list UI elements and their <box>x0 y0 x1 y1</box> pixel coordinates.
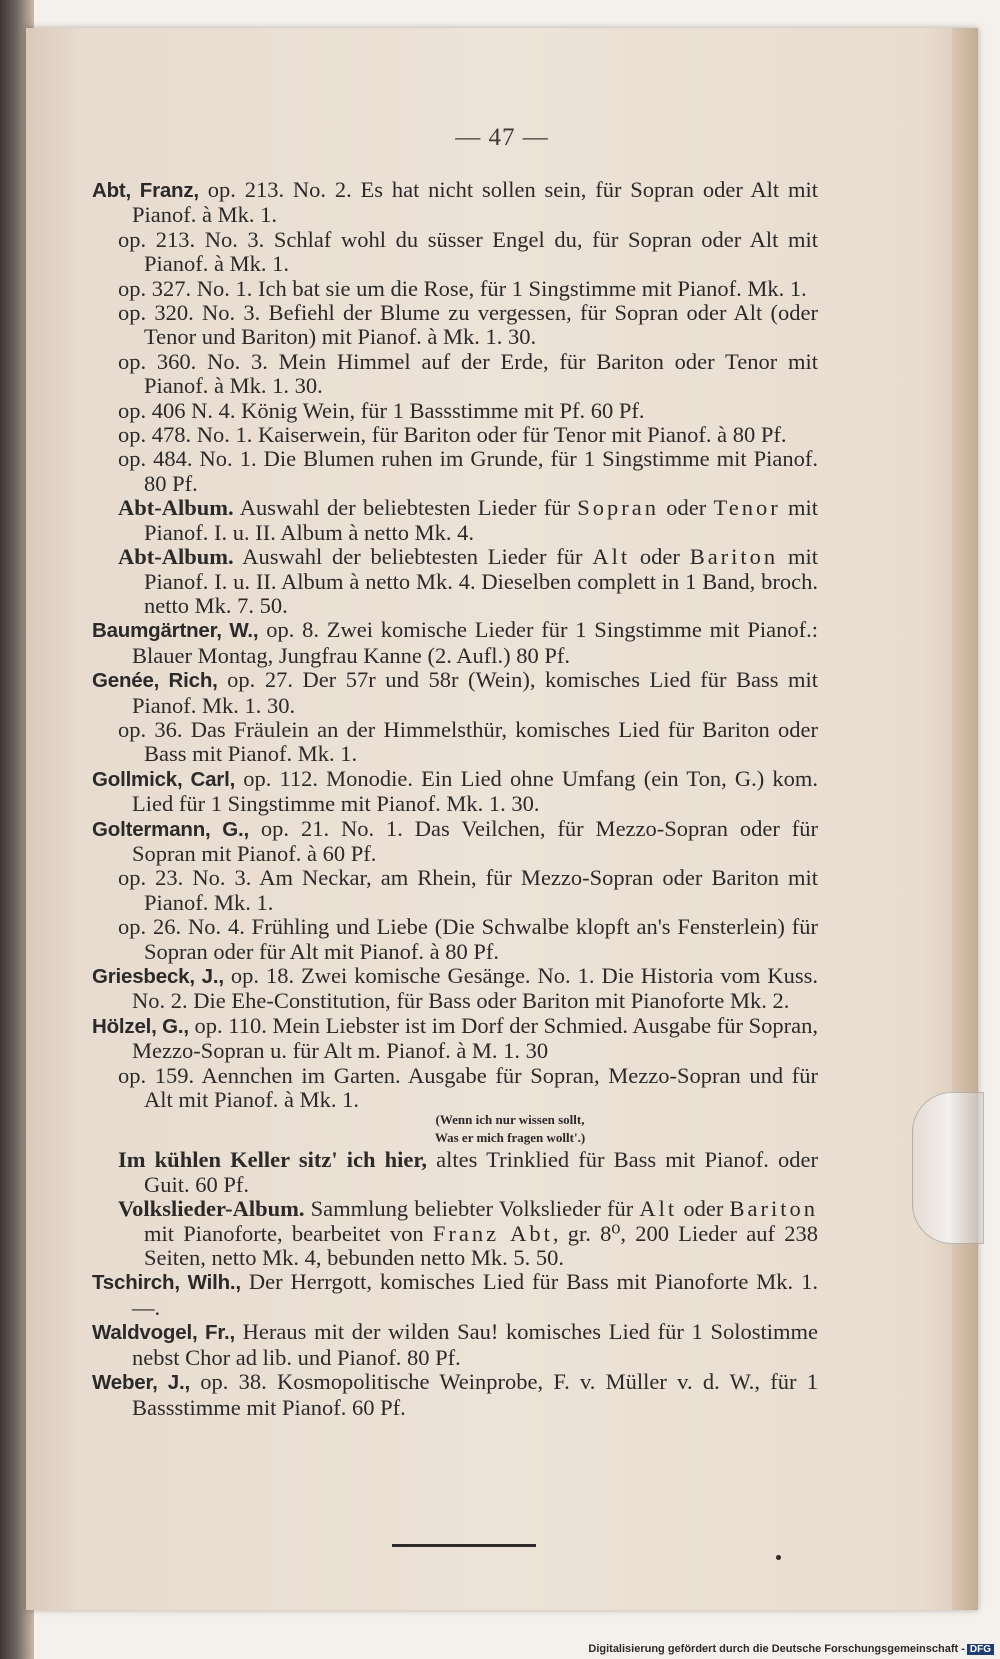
entry-text: mit Pianof. I. u. II. Album à netto Mk. 4. Dieselben complett in 1 Band, broch. netto Mk. 7. 50. <box>144 544 818 618</box>
ink-speck <box>776 1555 781 1560</box>
catalog-entry <box>92 301 818 350</box>
voice-spaced: Sopran <box>577 495 659 521</box>
entry-text: op. 484. No. 1. Die Blumen ruhen im Grunde, für 1 Singstimme mit Pianof. 80 Pf. <box>118 446 818 496</box>
catalog-entry <box>92 1014 818 1064</box>
entry-text: op. 18. Zwei komische Gesänge. No. 1. Die Historia vom Kuss. No. 2. Die Ehe-Constitution, für Bass oder Bariton mit Pianoforte Mk. 2. <box>132 963 819 1014</box>
album-title: Abt-Album. <box>118 495 234 521</box>
catalog-entry <box>92 964 818 1014</box>
entry-text: Der Herrgott, komisches Lied für Bass mit Pianoforte Mk. 1. —. <box>132 1269 818 1320</box>
scan-clip <box>912 1092 984 1244</box>
entry-text: op. 27. Der 57r und 58r (Wein), komisches Lied für Bass mit Pianof. Mk. 1. 30. <box>132 667 818 718</box>
catalog-entry <box>92 399 818 423</box>
entry-text: Auswahl der beliebtesten Lieder für <box>233 544 593 570</box>
catalog-entry <box>92 350 818 399</box>
voice-spaced: Bariton <box>689 544 779 570</box>
entry-text: op. 23. No. 3. Am Neckar, am Rhein, für Mezzo-Sopran oder Bariton mit Pianof. Mk. 1. <box>118 865 818 915</box>
entry-text: altes Trinklied für Bass mit Pianof. oder Guit. 60 Pf. <box>144 1147 818 1197</box>
catalog-entry <box>92 1148 818 1197</box>
entry-text: Sammlung beliebter Volkslieder für <box>304 1196 640 1222</box>
composer-name: Griesbeck, J., <box>92 965 224 988</box>
catalog-entry <box>92 447 818 496</box>
catalog-entry <box>92 618 818 668</box>
composer-name: Goltermann, G., <box>92 817 250 841</box>
entry-text: op. 26. No. 4. Frühling und Liebe (Die Schwalbe klopft an's Fensterlein) für Sopran oder für Alt mit Pianof. à 80 Pf. <box>118 914 818 964</box>
catalog-entry <box>92 423 818 447</box>
entry-text: op. 8. Zwei komische Lieder für 1 Singstimme mit Pianof.: Blauer Montag, Jungfrau Kanne (2. Aufl.) 80 Pf. <box>132 617 819 668</box>
catalog-entry <box>92 767 818 817</box>
entry-text: op. 478. No. 1. Kaiserwein, für Bariton oder für Tenor mit Pianof. à 80 Pf. <box>118 422 787 448</box>
entry-text: op. 21. No. 1. Das Veilchen, für Mezzo-Sopran oder für Sopran mit Pianof. à 60 Pf. <box>132 815 819 866</box>
note-line: (Wenn ich nur wissen sollt, <box>435 1112 585 1128</box>
catalog-entry <box>92 1064 818 1113</box>
composer-name: Tschirch, Wilh., <box>92 1271 241 1295</box>
voice-spaced: Alt <box>639 1196 678 1222</box>
entry-text: oder <box>677 1196 730 1222</box>
composer-name: Genée, Rich, <box>92 669 218 693</box>
catalog-entry <box>92 496 818 545</box>
editor-spaced: Franz Abt <box>432 1220 553 1246</box>
entry-text: Auswahl der beliebtesten Lieder für <box>233 495 578 521</box>
voice-spaced: Tenor <box>713 495 781 521</box>
entry-text: op. 112. Monodie. Ein Lied ohne Umfang (ein Ton, G.) kom. Lied für 1 Singstimme mit Pianof. Mk. 1. 30. <box>132 765 818 817</box>
catalog-entry <box>92 277 818 301</box>
entry-text: op. 320. No. 3. Befiehl der Blume zu vergessen, für Sopran oder Alt (oder Tenor und Bariton) mit Pianof. à Mk. 1. 30. <box>118 300 818 350</box>
composer-name: Weber, J., <box>92 1371 190 1395</box>
digitization-footer <box>588 1643 994 1655</box>
entry-text: op. 159. Aennchen im Garten. Ausgabe für Sopran, Mezzo-Sopran und für Alt mit Pianof. à Mk. 1. <box>118 1062 818 1113</box>
entry-text: oder <box>659 495 714 521</box>
catalog-entry <box>92 866 818 915</box>
entry-text: op. 213. No. 2. Es hat nicht sollen sein, für Sopran oder Alt mit Pianof. à Mk. 1. <box>132 177 819 228</box>
entry-text: Heraus mit der wilden Sau! komisches Lied für 1 Solostimme nebst Chor ad lib. und Pianof. 80 Pf. <box>132 1319 818 1370</box>
catalog-entry <box>92 817 818 867</box>
composer-name: Abt, Franz, <box>92 179 199 202</box>
catalog-entries <box>92 178 818 1420</box>
catalog-entry <box>92 228 818 277</box>
note-line: Was er mich fragen wollt'.) <box>434 1130 586 1146</box>
page-edge <box>952 28 978 1610</box>
end-rule <box>392 1544 536 1547</box>
entry-text: op. 36. Das Fräulein an der Himmelsthür, komisches Lied für Bariton oder Bass mit Pianof. Mk. 1. <box>118 716 818 767</box>
entry-text: op. 327. No. 1. Ich bat sie um die Rose, für 1 Singstimme mit Pianof. Mk. 1. <box>118 275 807 301</box>
entry-text: , gr. 8⁰, 200 Lieder auf 238 Seiten, netto Mk. 4, bebunden netto Mk. 5. 50. <box>144 1220 818 1271</box>
catalog-entry <box>92 668 818 718</box>
composer-name: Hölzel, G., <box>92 1014 189 1038</box>
composer-name: Waldvogel, Fr., <box>92 1321 235 1345</box>
entry-text: op. 360. No. 3. Mein Himmel auf der Erde, für Bariton oder Tenor mit Pianof. à Mk. 1. 30. <box>118 348 818 399</box>
catalog-entry <box>92 1197 818 1270</box>
voice-spaced: Alt <box>592 544 631 570</box>
entry-text: op. 406 N. 4. König Wein, für 1 Bassstimme mit Pf. 60 Pf. <box>118 397 645 423</box>
catalog-entry <box>92 1320 818 1370</box>
catalog-entry <box>92 1270 818 1320</box>
catalog-entry <box>92 915 818 964</box>
composer-name: Gollmick, Carl, <box>92 767 236 791</box>
entry-text: mit Pianof. I. u. II. Album à netto Mk. 4. <box>144 495 818 545</box>
entry-text: mit Pianoforte, bearbeitet von <box>144 1220 433 1246</box>
catalog-entry <box>92 178 818 228</box>
entry-text: op. 110. Mein Liebster ist im Dorf der Schmied. Ausgabe für Sopran, Mezzo-Sopran u. für Alt m. Pianof. à M. 1. 30 <box>132 1012 818 1064</box>
album-title: Abt-Album. <box>118 544 234 570</box>
catalog-entry <box>92 545 818 618</box>
book-page <box>26 28 978 1610</box>
footer-text: Digitalisierung gefördert durch die Deutsche Forschungsgemeinschaft - <box>588 1643 965 1655</box>
entry-text: oder <box>630 544 690 570</box>
album-title: Volkslieder-Album. <box>118 1196 305 1222</box>
entry-text: op. 213. No. 3. Schlaf wohl du süsser Engel du, für Sopran oder Alt mit Pianof. à Mk. 1. <box>118 226 818 277</box>
page-number: — 47 — <box>455 124 549 151</box>
composer-name: Baumgärtner, W., <box>92 619 259 643</box>
entry-text: op. 38. Kosmopolitische Weinprobe, F. v. Müller v. d. W., für 1 Bassstimme mit Pianof. 60 Pf. <box>132 1369 819 1420</box>
dfg-logo: DFG <box>967 1644 994 1655</box>
catalog-entry <box>92 1370 818 1420</box>
voice-spaced: Bariton <box>729 1196 818 1222</box>
catalog-entry <box>92 718 818 767</box>
song-title: Im kühlen Keller sitz' ich hier, <box>118 1147 427 1173</box>
